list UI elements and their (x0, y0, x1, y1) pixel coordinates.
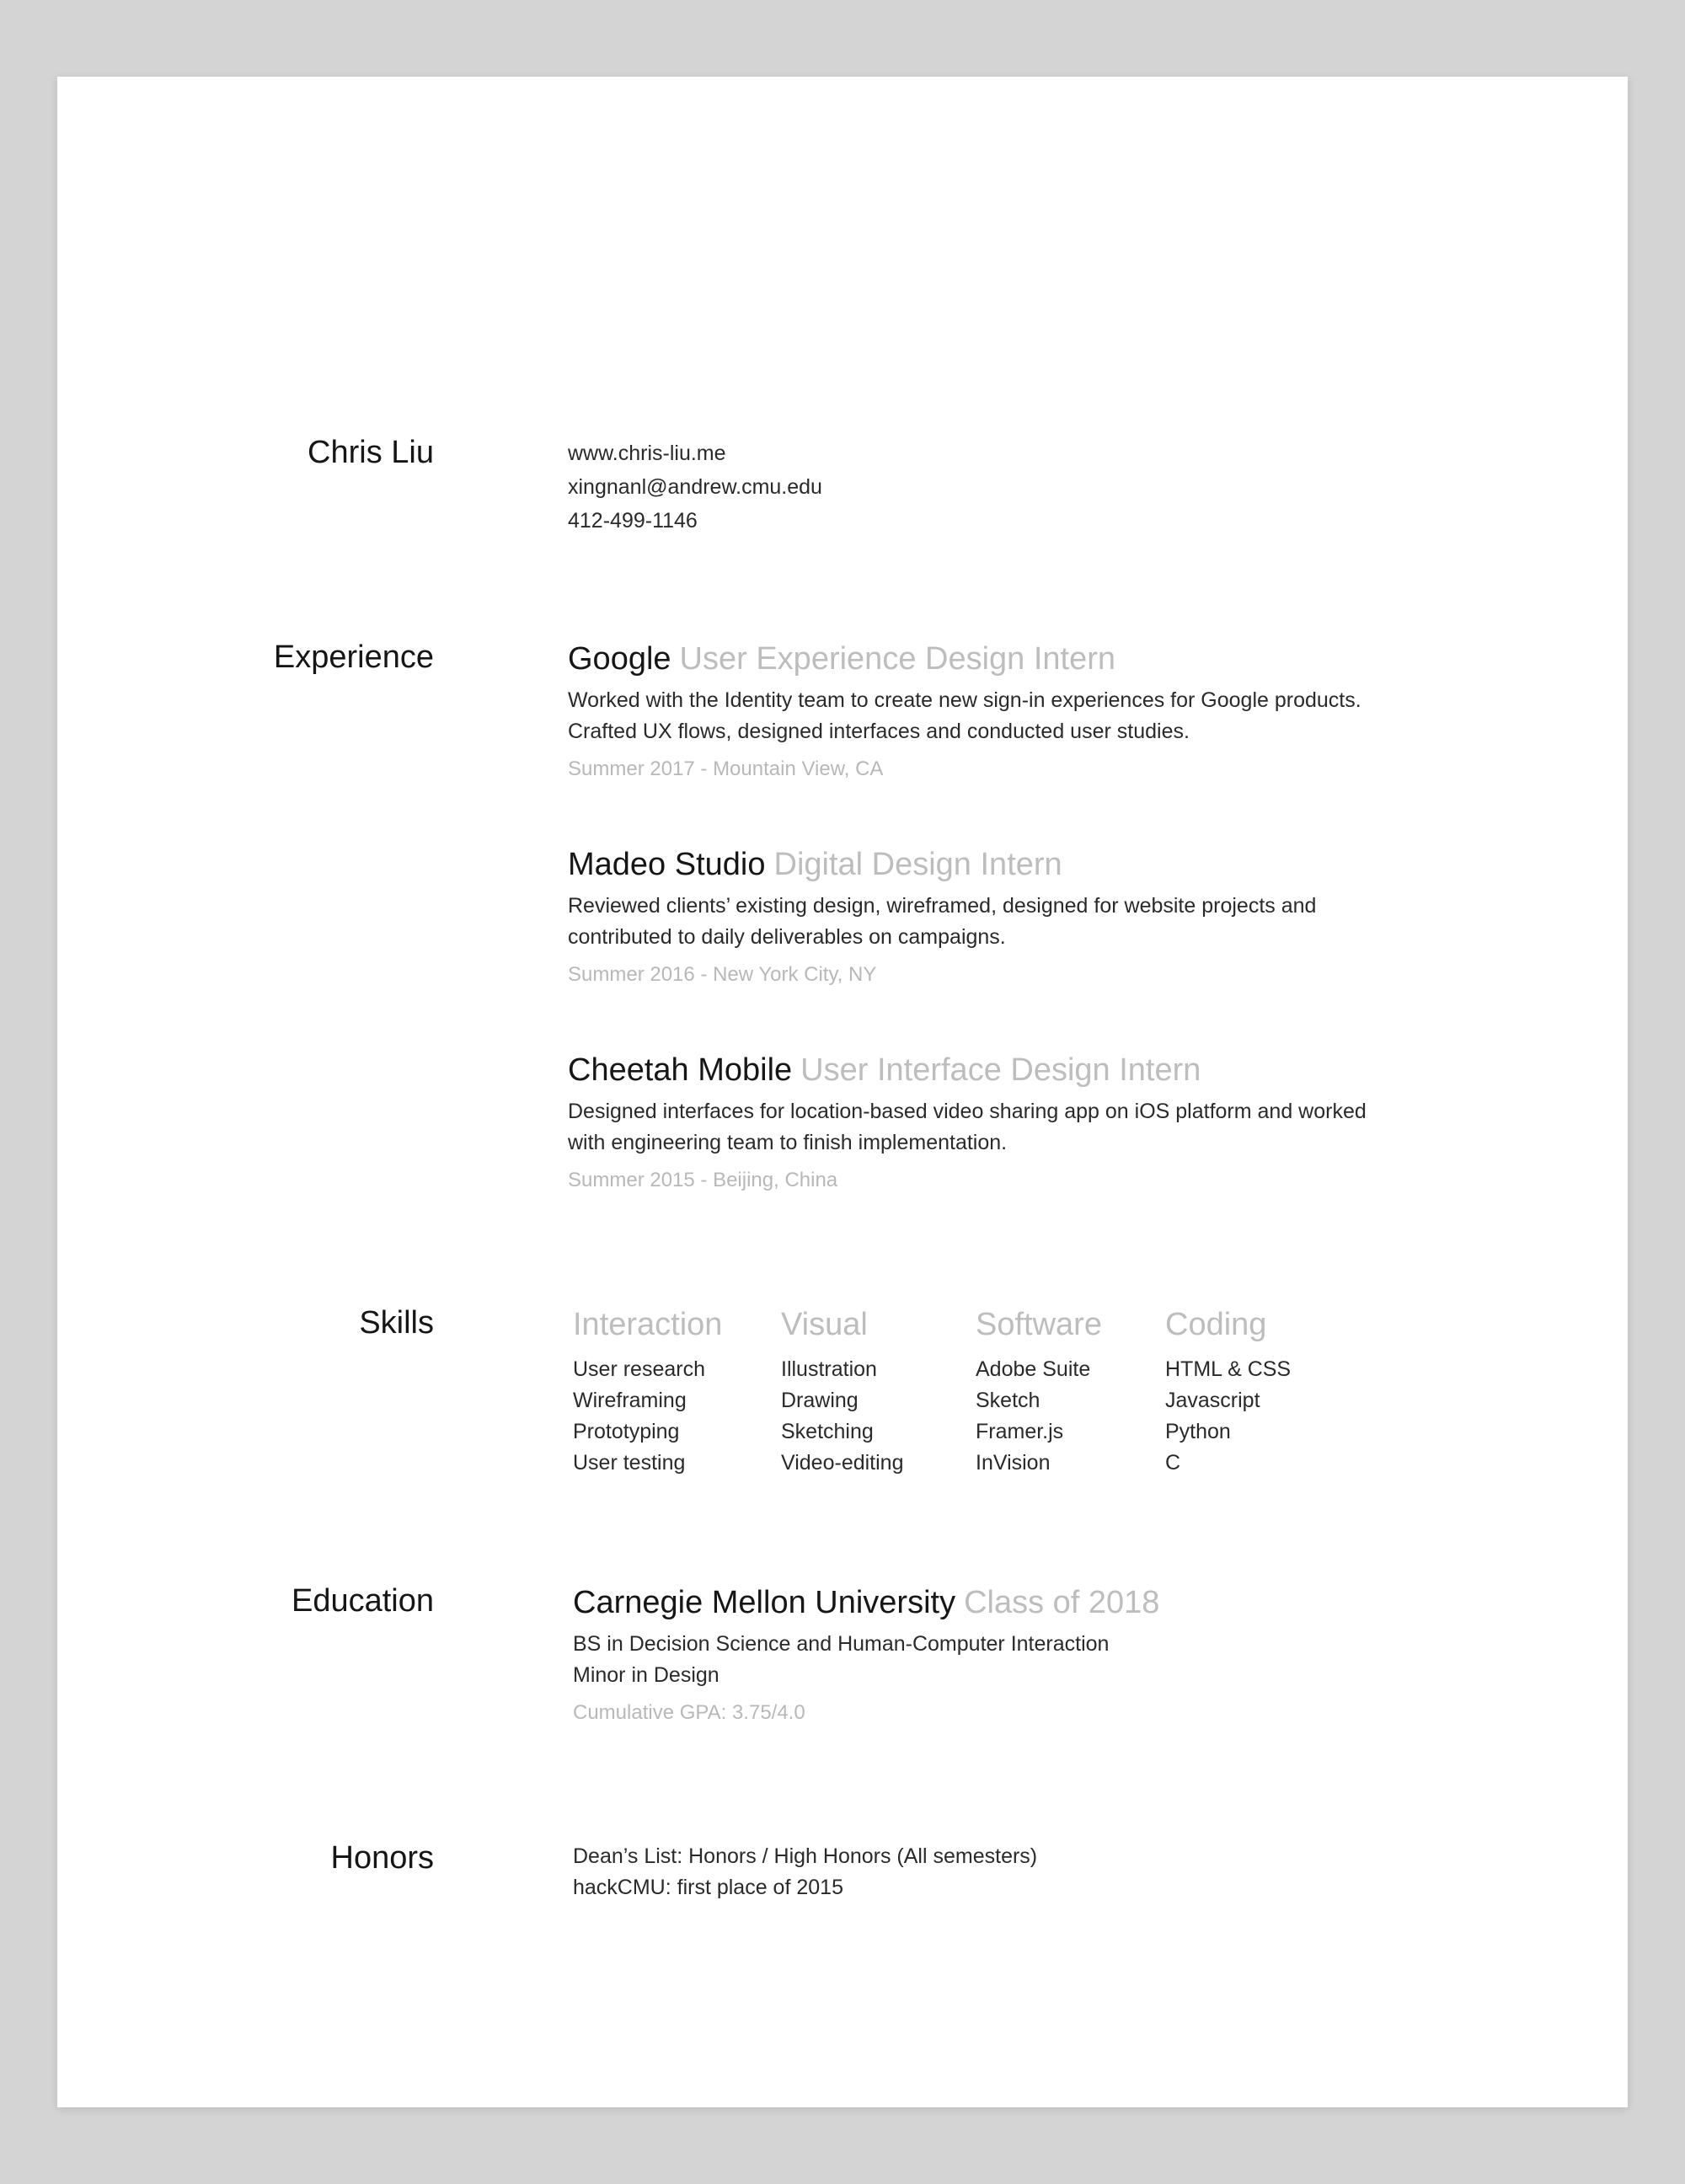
skill-item: Framer.js (976, 1420, 1064, 1443)
job-description-line: Reviewed clients’ existing design, wireframed, designed for website projects and (568, 894, 1317, 918)
skill-column-software (976, 1305, 1178, 1479)
skill-item: InVision (976, 1451, 1051, 1475)
job-meta: Summer 2015 - Beijing, China (568, 1169, 838, 1191)
skill-column-interaction (573, 1305, 775, 1479)
skill-heading: Coding (1165, 1307, 1267, 1342)
skill-item: User testing (573, 1451, 686, 1475)
skill-column-coding (1165, 1305, 1367, 1479)
job-header (568, 1051, 1367, 1089)
degree-line: BS in Decision Science and Human-Computer Interaction (573, 1632, 1110, 1656)
email-link[interactable]: xingnanl@andrew.cmu.edu (568, 475, 822, 499)
skill-item: Drawing (781, 1389, 859, 1412)
skill-item: Video-editing (781, 1451, 904, 1475)
contact-block (568, 436, 822, 538)
phone-number: 412-499-1146 (568, 509, 698, 533)
job-entry-madeo (568, 845, 1316, 987)
job-description-line: contributed to daily deliverables on campaigns. (568, 925, 1006, 949)
minor-line: Minor in Design (573, 1663, 719, 1687)
skill-item: Prototyping (573, 1420, 680, 1443)
job-company: Cheetah Mobile (568, 1052, 793, 1088)
skill-heading: Visual (781, 1307, 868, 1342)
skill-item: Illustration (781, 1357, 877, 1381)
job-header (568, 640, 1361, 678)
skill-column-visual (781, 1305, 983, 1479)
job-description-line: Designed interfaces for location-based video sharing app on iOS platform and worked (568, 1100, 1367, 1123)
job-meta: Summer 2017 - Mountain View, CA (568, 757, 884, 780)
skill-heading: Interaction (573, 1307, 723, 1342)
job-entry-cheetah (568, 1051, 1367, 1192)
education-header (573, 1583, 1159, 1622)
job-description-line: with engineering team to finish implementation. (568, 1131, 1008, 1154)
job-role: User Experience Design Intern (679, 641, 1116, 677)
job-description-line: Worked with the Identity team to create new sign-in experiences for Google products. (568, 688, 1361, 712)
resume-page (57, 77, 1628, 2107)
job-role: User Interface Design Intern (800, 1052, 1201, 1088)
honors-heading: Honors (330, 1840, 434, 1876)
job-header (568, 845, 1316, 884)
gpa-text: Cumulative GPA: 3.75/4.0 (573, 1701, 805, 1724)
skill-item: C (1165, 1451, 1181, 1475)
job-meta: Summer 2016 - New York City, NY (568, 963, 877, 986)
skill-item: User research (573, 1357, 705, 1381)
name-heading: Chris Liu (308, 435, 434, 470)
honor-item: Dean’s List: Honors / High Honors (All semesters) (573, 1844, 1038, 1868)
class-year: Class of 2018 (964, 1585, 1160, 1620)
job-company: Google (568, 641, 671, 677)
school-name: Carnegie Mellon University (573, 1585, 956, 1620)
skill-item: Wireframing (573, 1389, 687, 1412)
education-entry (573, 1583, 1159, 1725)
website-link[interactable]: www.chris-liu.me (568, 442, 726, 465)
skill-item: Sketch (976, 1389, 1040, 1412)
skill-item: Sketching (781, 1420, 874, 1443)
skill-item: Javascript (1165, 1389, 1260, 1412)
job-role: Digital Design Intern (773, 847, 1062, 882)
skills-heading: Skills (359, 1305, 434, 1341)
job-company: Madeo Studio (568, 847, 766, 882)
honor-item: hackCMU: first place of 2015 (573, 1876, 843, 1899)
experience-heading: Experience (273, 640, 434, 675)
education-heading: Education (291, 1583, 434, 1619)
skill-item: HTML & CSS (1165, 1357, 1292, 1381)
job-description-line: Crafted UX flows, designed interfaces and conducted user studies. (568, 720, 1190, 743)
skill-item: Python (1165, 1420, 1231, 1443)
honors-list (573, 1841, 1037, 1903)
job-entry-google (568, 640, 1361, 781)
skill-item: Adobe Suite (976, 1357, 1091, 1381)
skill-heading: Software (976, 1307, 1102, 1342)
